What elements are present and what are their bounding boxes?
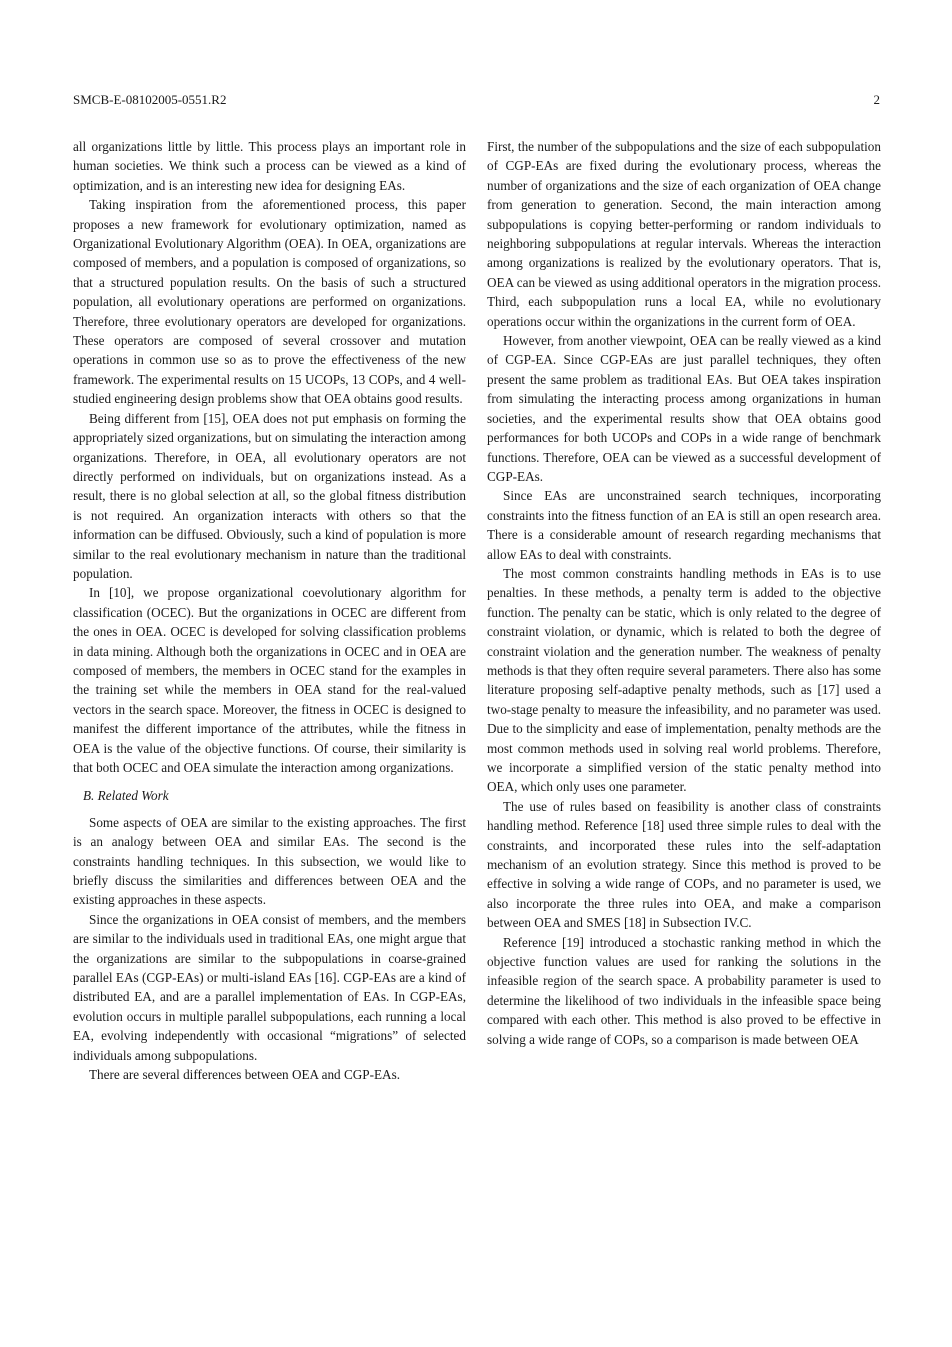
page-header — [73, 92, 880, 108]
paragraph: Since EAs are unconstrained search techniques, incorporating constraints into the fitness function of an EA is still an open research area. There is a considerable amount of research regarding mechanisms that allow EAs to deal with constraints. — [487, 488, 881, 562]
paragraph: Being different from [15], OEA does not put emphasis on forming the appropriately sized organizations, but on simulating the interaction among organizations. Therefore, in OEA, all evolutionary operators are not directly performed on individuals, but on organizations instead. As a result, there is no global selection at all, so the global fitness distribution is not required. An organization interacts with others so that the information can be diffused. Obviously, such a kind of population is more similar to the real evolutionary mechanism in nature than the traditional population. — [73, 410, 466, 581]
paragraph: Some aspects of OEA are similar to the existing approaches. The first is an analogy between OEA and similar EAs. The second is the constraints handling techniques. In this subsection, we would like to briefly discuss the similarities and differences between OEA and the existing approaches in these aspects. — [73, 814, 466, 908]
paragraph: The most common constraints handling methods in EAs is to use penalties. In these methods, a penalty term is added to the objective function. The penalty can be static, which is only related to the degree of constraint violation, or dynamic, which is related to both the degree of constraint violation and the generation number. The weakness of penalty methods is that they often require several parameters. There also has some literature proposing self-adaptive penalty methods, such as [17] used a two-stage penalty to measure the infeasibility, and no parameter was used. Due to the simplicity and ease of implementation, penalty methods are the most common methods used in solving real world problems. Therefore, we incorporate a simplified version of the static penalty method into OEA, which only uses one parameter. — [487, 565, 881, 795]
paragraph: First, the number of the subpopulations and the size of each subpopulation of CGP-EAs are fixed during the evolutionary process, whereas the number of organizations and the size of each organization of OEA change from generation to generation. Second, the main interaction among subpopulations is copying better-performing or random individuals to neighboring subpopulations at regular intervals. Whereas the interaction among organizations is realized by the evolutionary operators. That is, OEA can be viewed as using additional operators in the migration process. Third, each subpopulation runs a local EA, while no evolutionary operations occur within the organizations in the current form of OEA. — [487, 139, 881, 329]
paragraph: However, from another viewpoint, OEA can be really viewed as a kind of CGP-EA. Since CGP-EAs are just parallel techniques, they often present the same problem as traditional EAs. But OEA takes inspiration from simulating the interacting process among organizations in human societies, and the experimental results show that OEA obtains good performances for both UCOPs and COPs in a wide range of benchmark functions. Therefore, OEA can be viewed as a successful development of CGP-EAs. — [487, 333, 881, 484]
left-column — [73, 137, 466, 1085]
paragraph: There are several differences between OEA and CGP-EAs. — [89, 1067, 400, 1083]
paragraph: all organizations little by little. This process plays an important role in human societies. We think such a process can be viewed as a kind of optimization, and is an interesting new idea for designing EAs. — [73, 139, 466, 193]
subsection-title: Related Work — [97, 788, 169, 804]
paragraph: Reference [19] introduced a stochastic ranking method in which the objective function values are used for ranking the solutions in the infeasible region of the search space. A probability parameter is used to determine the likelihood of two individuals in the infeasible space being compared with each other. This method is also proved to be effective in solving a wide range of COPs, so a comparison is made between OEA — [487, 934, 881, 1047]
paragraph: Since the organizations in OEA consist of members, and the members are similar to the individuals used in traditional EAs, one might argue that the organizations are similar to the subpopulations in coarse-grained parallel EAs (CGP-EAs) or multi-island EAs [16]. CGP-EAs are a kind of distributed EA, and are a parallel implementation of EAs. In CGP-EAs, evolution occurs in multiple parallel subpopulations, each running a local EA, evolving independently with occasional “migrations” of selected individuals among subpopulations. — [73, 911, 466, 1063]
subsection-heading — [73, 786, 466, 805]
page-number: 2 — [873, 92, 880, 107]
document-id: SMCB-E-08102005-0551.R2 — [73, 92, 227, 107]
paragraph: The use of rules based on feasibility is another class of constraints handling method. Reference [18] used three simple rules to deal with the constraints, and incorporated these rules into the self-adaptation mechanism of an evolution strategy. Since this method is proved to be effective in solving a wide range of COPs, and no parameter is used, we also incorporate the three rules into OEA, and make a comparison between OEA and SMES [18] in Subsection IV.C. — [487, 798, 881, 931]
paragraph: In [10], we propose organizational coevolutionary algorithm for classification (OCEC). But the organizations in OCEC are different from the ones in OEA. OCEC is developed for solving classification problems in data mining. Although both the organizations in OCEC and in OEA are composed of members, the members in OCEC stand for the examples in the training set while the members in OEA stand for the real-valued vectors in the search space. Moreover, the fitness in OCEC is designed to manifest the different importance of the attributes, while the fitness in OEA is the value of the objective functions. Of course, their similarity is that both OCEC and OEA simulate the interaction among organizations. — [73, 585, 466, 775]
right-column — [487, 137, 881, 1049]
paragraph: Taking inspiration from the aforementioned process, this paper proposes a new framework for evolutionary optimization, named as Organizational Evolutionary Algorithm (OEA). In OEA, organizations are composed of members, and a population is composed of organizations, so that a structured population results. On the basis of such a structured population, all evolutionary operations are performed on organizations. Therefore, three evolutionary operators are developed for organizations. These operators are composed of several crossover and mutation operations in common use so as to prove the effectiveness of the new framework. The experimental results on 15 UCOPs, 13 COPs, and 4 well-studied engineering design problems show that OEA obtains good results. — [73, 197, 466, 407]
subsection-letter: B. — [83, 788, 95, 804]
